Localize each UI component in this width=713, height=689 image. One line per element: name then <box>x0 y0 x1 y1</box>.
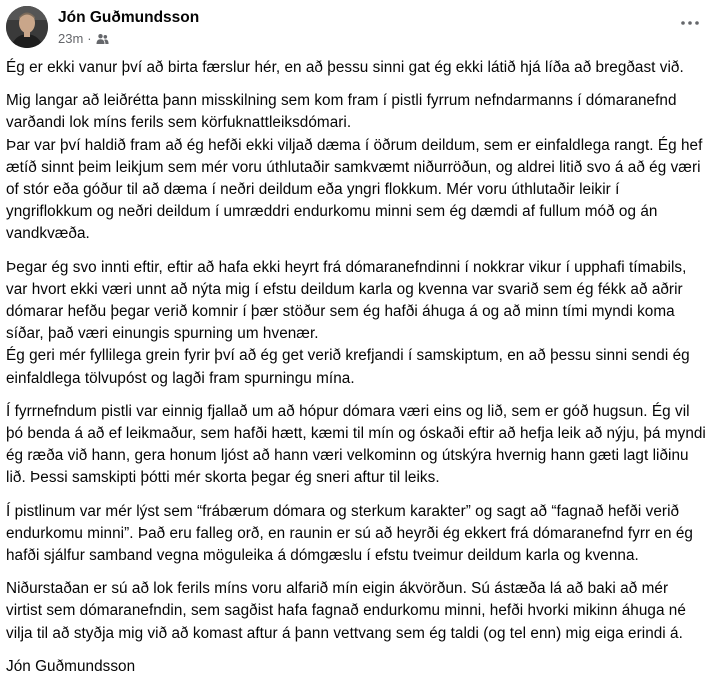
post-time[interactable]: 23m <box>58 31 84 46</box>
profile-photo-icon <box>6 6 48 48</box>
post-header <box>0 0 713 56</box>
post-signature: Jón Guðmundsson <box>6 657 136 675</box>
post-paragraph: Ég er ekki vanur því að birta færslur hér, en að þessu sinni gat ég ekki látið hjá líða að bregðast við. <box>6 59 684 76</box>
meta-separator: · <box>87 31 92 46</box>
avatar[interactable] <box>6 6 48 48</box>
post-meta <box>58 31 109 46</box>
post-body <box>6 57 706 689</box>
post-paragraph: Í fyrrnefndum pistli var einnig fjallað um að hópur dómara væri eins og lið, sem er góð hugsun. Ég vil þó benda á að ef leikmaður, sem hafði hætt, kæmi til mín og óskaði eftir að hefja leik að nýju, þá myndi ég ræða við hann, gera honum ljóst að hann væri velkominn og útskýra hvernig hann gæti lagt liðinu lið. Þessi samskipti þótti mér skorta þegar ég sneri aftur til leiks. <box>6 402 706 487</box>
post-paragraph: Niðurstaðan er sú að lok ferils míns voru alfarið mín eigin ákvörðun. Sú ástæða lá að baki að mér virtist sem dómaranefndin, sem sagðist hafa fagnað endurkomu minni, hefði hvorki mikinn áhuga né vilja til að styðja mig við að komast aftur á þann vettvang sem ég taldi (og tel enn) mig eiga erindi á. <box>6 580 686 642</box>
friends-icon[interactable] <box>96 33 109 45</box>
more-icon <box>681 21 699 25</box>
post-paragraph: Þegar ég svo innti eftir, eftir að hafa ekki heyrt frá dómaranefndinni í nokkrar vikur í upphafi tímabils, var hvort ekki væri unnt að nýta mig í efstu deildum karla og kvenna var svarið sem ég fékk að aðrir dómarar hefðu þegar verið komnir í þær stöður sem ég hafði áhuga á og að minn tími myndi koma síðar, það væri einungis spurning um hvenær. Ég geri mér fyllilega grein fyrir því að ég get verið krefjandi í samskiptum, en að þessu sinni sendi ég einfaldlega tölvupóst og lagði fram spurningu mína. <box>6 258 690 387</box>
more-options-button[interactable] <box>679 12 701 34</box>
post-paragraph: Í pistlinum var mér lýst sem “frábærum dómara og sterkum karakter” og sagt að “fagnað hefði verið endurkomu minni”. Það eru falleg orð, en raunin er sú að heyrði ég ekkert frá dómaranefnd fyrr en ég hafði sjálfur samband vegna möguleika á dómgæslu í efstu tveimur deildum karla og kvenna. <box>6 502 693 565</box>
author-name[interactable]: Jón Guðmundsson <box>58 9 200 26</box>
post-paragraph: Mig langar að leiðrétta þann misskilning sem kom fram í pistli fyrrum nefndarmanns í dómaranefnd varðandi lok míns ferils sem körfuknattleiksdómari. Þar var því haldið fram að ég hefði ekki viljað dæma í öðrum deildum, sem er einfaldlega rangt. Ég hef ætíð sinnt þeim leikjum sem mér voru úthlutaðir samkvæmt niðurröðun, og aldrei litið svo á að ég væri of stór eða góður til að dæma í neðri deildum eða yngri flokkum. Mér voru úthlutaðir leikir í yngriflokkum og neðri deildum í umræddri endurkomu minni sem ég dæmdi af fullum móð og án vandkvæða. <box>6 92 703 243</box>
